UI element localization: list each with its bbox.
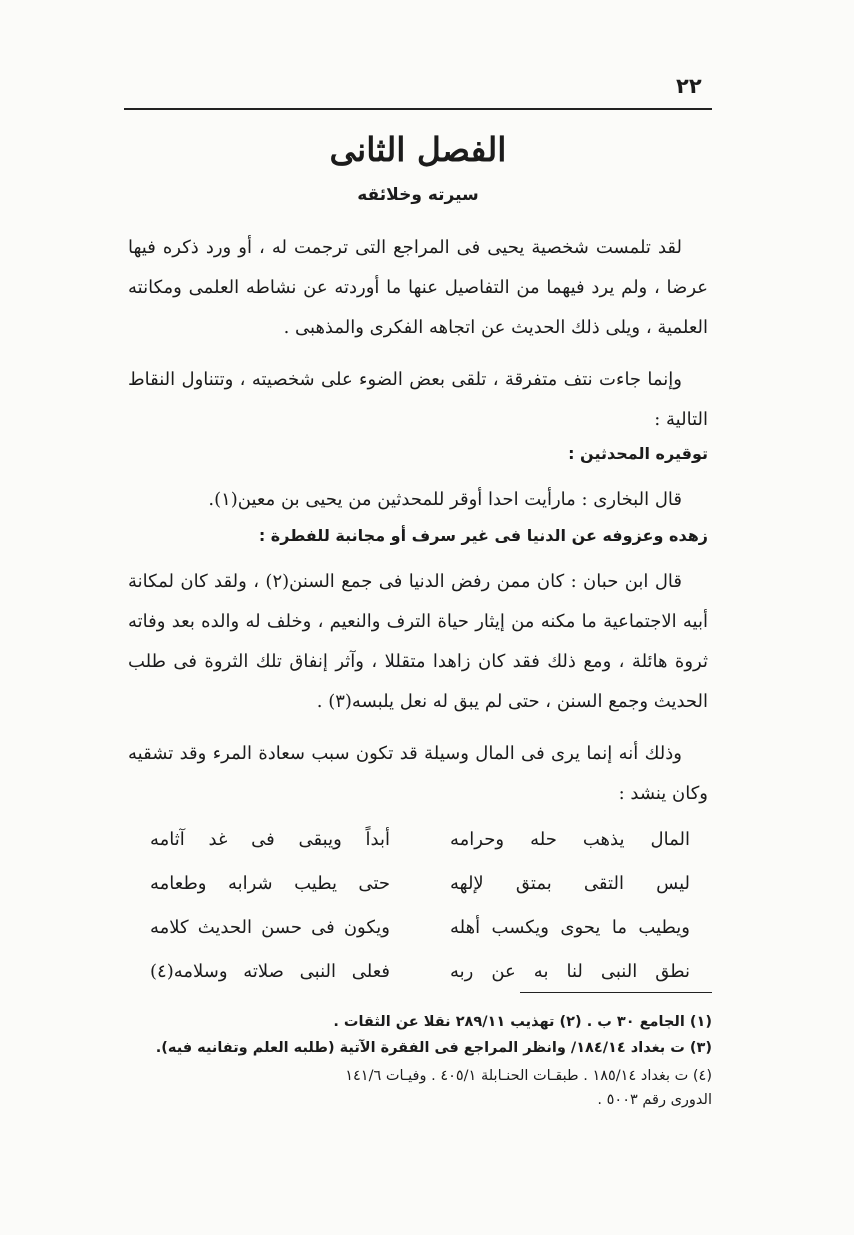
verse-first-hemistich: نطق النبى لنا به عن ربه [450, 961, 690, 982]
verse-second-hemistich: حتى يطيب شرابه وطعامه [150, 873, 390, 894]
verse-first-hemistich: ويطيب ما يحوى ويكسب أهله [450, 917, 690, 938]
paragraph-intro [128, 228, 708, 348]
paragraph-intro-text: لقد تلمست شخصية يحيى فى المراجع التى ترجمت له ، أو ورد ذكره فيها عرضا ، ولم يرد فيهما من التفاصيل عنها ما أوردته عن نشاطه العلمى ومكانته العلمية ، ويلى ذلك الحديث عن اتجاهه الفكرى والمذهبى . [128, 237, 708, 338]
footnote-4: (٤) ت بغداد ١٨٥/١٤ . طبقـات الحنـابلة ٤٠٥/١ . وفيـات ١٤١/٦ [345, 1068, 712, 1084]
paragraph-ibn-hibban-text: قال ابن حبان : كان ممن رفض الدنيا فى جمع السنن(٢) ، ولقد كان لمكانة أبيه الاجتماعية ما مكنه من إيثار حياة الترف والنعيم ، وخلف له والده بعد وفاته ثروة هائلة ، ومع ذلك فقد كان زاهدا متقللا ، وآثر إنفاق تلك الثروة فى طلب الحديث وجمع السنن ، حتى لم يبق له نعل يلبسه(٣) . [128, 571, 708, 712]
footnote-3: (٣) ت بغداد ١٨٤/١٤/ وانظر المراجع فى الفقرة الآتية (طلبه العلم وتفانيه فيه). [155, 1040, 712, 1056]
heading-reverence: توقيره المحدثين : [568, 444, 708, 463]
footnote-4-continued: الدورى رقم ٥٠٠٣ . [597, 1092, 712, 1108]
section-title: سيرته وخلائقه [357, 185, 479, 205]
paragraph-topics-text: وإنما جاءت نتف متفرقة ، تلقى بعض الضوء على شخصيته ، وتتناول النقاط التالية : [128, 369, 708, 430]
paragraph-ibn-hibban [128, 562, 708, 722]
poem-verse [150, 862, 690, 906]
poem [150, 818, 690, 994]
heading-asceticism: زهده وعزوفه عن الدنيا فى غير سرف أو مجانبة للفطرة : [258, 526, 708, 545]
verse-first-hemistich: المال يذهب حله وحرامه [450, 829, 690, 850]
verse-second-hemistich: فعلى النبى صلاته وسلامه(٤) [150, 961, 390, 982]
poem-verse [150, 906, 690, 950]
header-rule [124, 108, 712, 110]
paragraph-bukhari-text: قال البخارى : مارأيت احدا أوقر للمحدثين من يحيى بن معين(١). [208, 489, 682, 510]
footnote-1-2: (١) الجامع ٣٠ ب . (٢) تهذيب ٢٨٩/١١ نقلا عن الثقات . [333, 1014, 712, 1030]
poem-verse [150, 950, 690, 994]
paragraph-topics [128, 360, 708, 440]
chapter-title: الفصل الثانى [329, 130, 507, 169]
poem-verse [150, 818, 690, 862]
paragraph-bukhari [128, 480, 708, 520]
paragraph-wealth [128, 734, 708, 814]
verse-second-hemistich: أبداً ويبقى فى غد آثامه [150, 829, 390, 850]
verse-second-hemistich: ويكون فى حسن الحديث كلامه [150, 917, 390, 938]
paragraph-wealth-text: وذلك أنه إنما يرى فى المال وسيلة قد تكون سبب سعادة المرء وقد تشقيه وكان ينشد : [128, 743, 708, 804]
page-number: ٢٢ [676, 74, 702, 98]
footnote-rule [520, 992, 712, 993]
verse-first-hemistich: ليس التقى بمتق لإلهه [450, 873, 690, 894]
